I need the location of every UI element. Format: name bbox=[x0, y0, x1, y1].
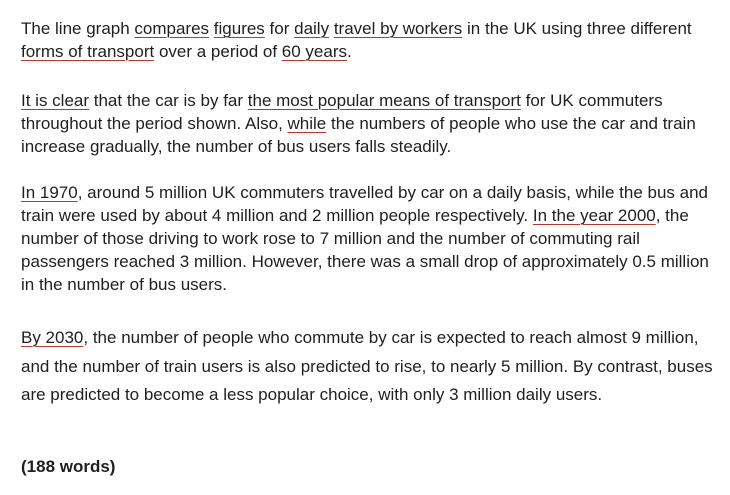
highlighted-phrase: the most popular means of transport bbox=[247, 91, 521, 110]
paragraph-introduction bbox=[21, 17, 721, 63]
highlighted-phrase: 60 years bbox=[281, 42, 347, 61]
paragraph-overview bbox=[21, 89, 721, 158]
text-run: The line graph bbox=[21, 19, 135, 38]
highlighted-phrase: compares bbox=[134, 19, 210, 38]
highlighted-phrase: It is clear bbox=[21, 91, 90, 110]
highlighted-phrase: daily bbox=[294, 19, 330, 38]
highlighted-phrase: travel by workers bbox=[333, 19, 463, 38]
paragraph-details-2030 bbox=[21, 324, 721, 410]
text-run: , the number of those driving to work rose to 7 million and the number of commuting rail passengers reached 3 million. However, there was a small drop of approximately 0.5 million in the number of bus users. bbox=[21, 206, 709, 294]
paragraph-details-1970-2000 bbox=[21, 181, 721, 296]
highlighted-phrase: while bbox=[287, 114, 327, 133]
text-run: , the number of people who commute by car is expected to reach almost 9 million, and the number of train users is also predicted to rise, to nearly 5 million. By contrast, buses are predicted to become a less popular choice, with only 3 million daily users. bbox=[21, 328, 713, 404]
text-run: . bbox=[347, 42, 352, 61]
text-run: in the UK using three different bbox=[462, 19, 692, 38]
text-run: , around 5 million UK commuters travelled by car on a daily basis, while the bus and train were used by about 4 million and 2 million people respectively. bbox=[21, 183, 708, 225]
highlighted-phrase: In 1970 bbox=[21, 183, 78, 202]
highlighted-phrase: By 2030 bbox=[21, 328, 84, 347]
text-run: the numbers of people who use the car and train increase gradually, the number of bus users falls steadily. bbox=[21, 114, 696, 156]
highlighted-phrase: figures bbox=[213, 19, 265, 38]
text-run: over a period of bbox=[154, 42, 282, 61]
text-run: for UK commuters throughout the period shown. Also, bbox=[21, 91, 663, 133]
highlighted-phrase: In the year 2000 bbox=[532, 206, 656, 225]
text-run: that the car is by far bbox=[89, 91, 248, 110]
word-count: (188 words) bbox=[21, 457, 116, 476]
text-run: for bbox=[264, 19, 295, 38]
highlighted-phrase: forms of transport bbox=[21, 42, 155, 61]
